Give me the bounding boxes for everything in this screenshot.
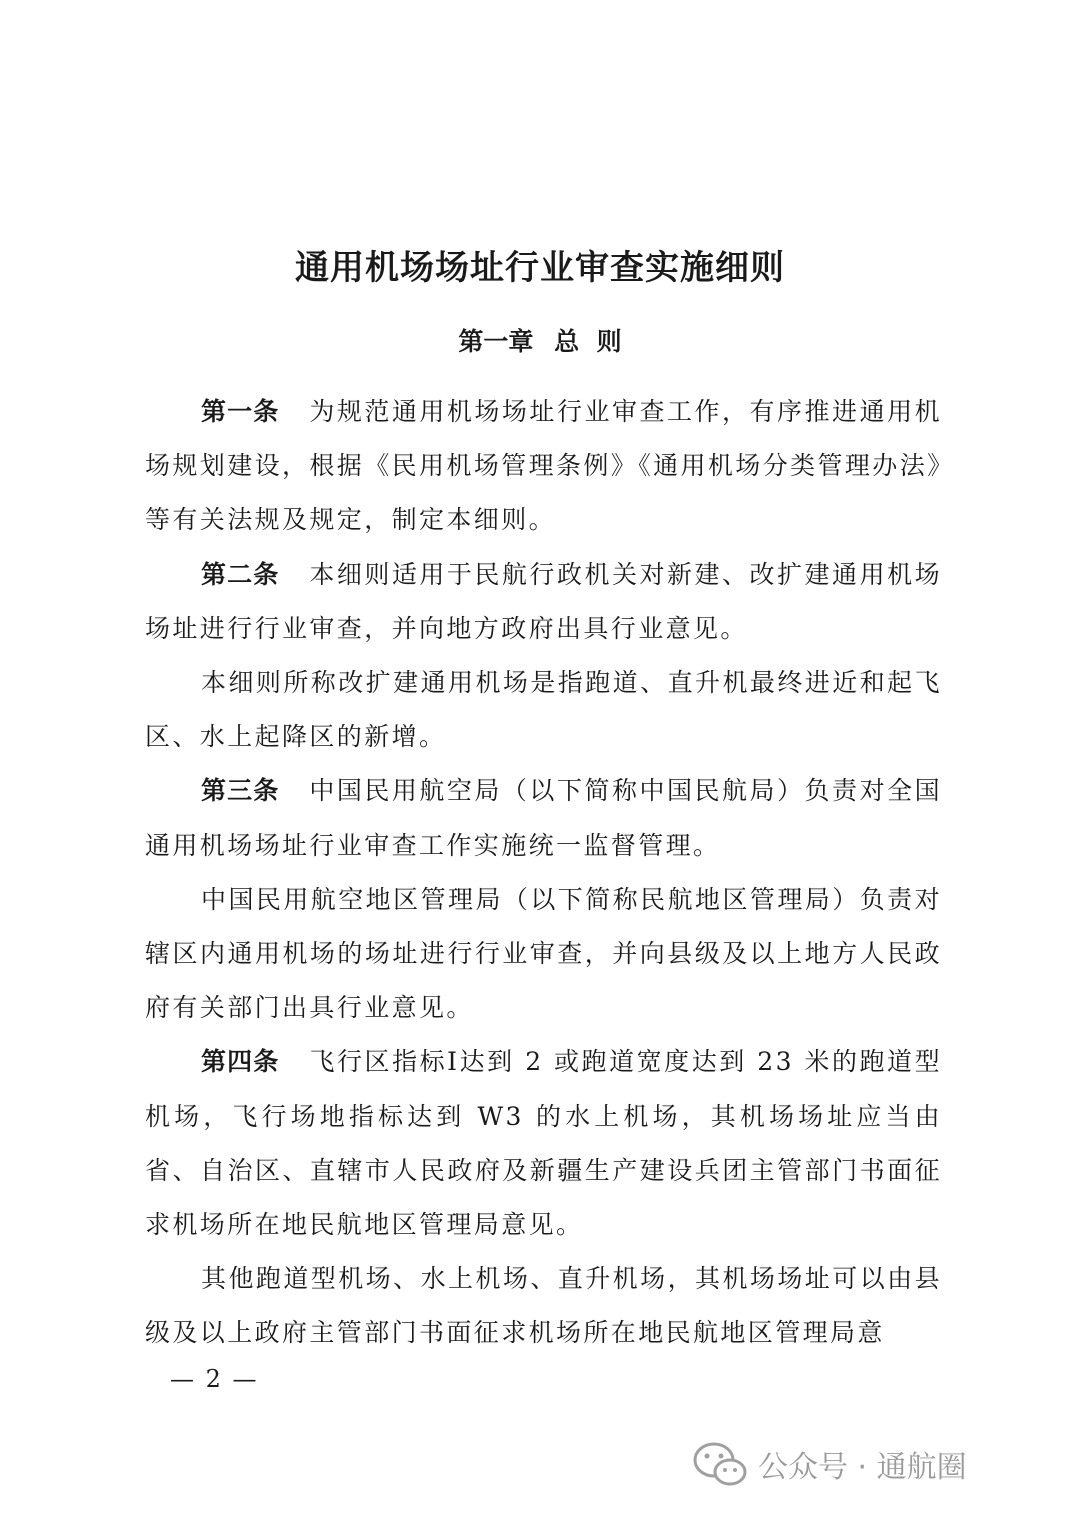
wechat-icon xyxy=(692,1440,748,1488)
paragraph-text: 其他跑道型机场、水上机场、直升机场，其机场场址可以由县级及以上政府主管部门书面征求机场所在地民航地区管理局意 xyxy=(145,1264,942,1348)
document-body xyxy=(145,385,942,1361)
article-text: 为规范通用机场场址行业审查工作，有序推进通用机场规划建设，根据《民用机场管理条例》《通用机场分类管理办法》等有关法规及规定，制定本细则。 xyxy=(145,397,943,535)
article-1 xyxy=(145,385,942,548)
article-4-paragraph xyxy=(145,1252,942,1360)
article-2-paragraph xyxy=(145,656,942,764)
paragraph-text: 中国民用航空地区管理局（以下简称民航地区管理局）负责对辖区内通用机场的场址进行行业审查，并向县级及以上地方人民政府有关部门出具行业意见。 xyxy=(145,884,942,1023)
paragraph-text: 本细则所称改扩建通用机场是指跑道、直升机最终进近和起飞区、水上起降区的新增。 xyxy=(145,668,942,752)
article-3 xyxy=(145,764,942,872)
chapter-number: 第一章 xyxy=(458,327,534,356)
article-label: 第三条 xyxy=(201,776,280,806)
page-number: — 2 — xyxy=(170,1365,259,1393)
article-3-paragraph xyxy=(145,873,942,1036)
chapter-heading xyxy=(0,322,1080,358)
article-label: 第二条 xyxy=(201,559,280,589)
article-text: 中国民用航空局（以下简称中国民航局）负责对全国通用机场场址行业审查工作实施统一监督管理。 xyxy=(145,776,942,860)
chapter-name: 总 则 xyxy=(554,327,622,356)
article-label: 第一条 xyxy=(201,397,280,426)
article-text: 飞行区指标Ⅰ达到 2 或跑道宽度达到 23 米的跑道型机场，飞行场地指标达到 W3 的水上机场，其机场场址应当由省、自治区、直辖市人民政府及新疆生产建设兵团主管部门书面征求机场所在地民航地区管理局意见。 xyxy=(145,1047,942,1240)
article-label: 第四条 xyxy=(201,1047,280,1077)
article-4 xyxy=(145,1035,942,1252)
article-2 xyxy=(145,548,942,656)
watermark-text: 公众号 · 通航圈 xyxy=(758,1450,967,1485)
document-title: 通用机场场址行业审查实施细则 xyxy=(295,248,785,288)
watermark xyxy=(692,1440,967,1488)
article-text: 本细则适用于民航行政机关对新建、改扩建通用机场场址进行行业审查，并向地方政府出具行业意见。 xyxy=(145,559,942,643)
